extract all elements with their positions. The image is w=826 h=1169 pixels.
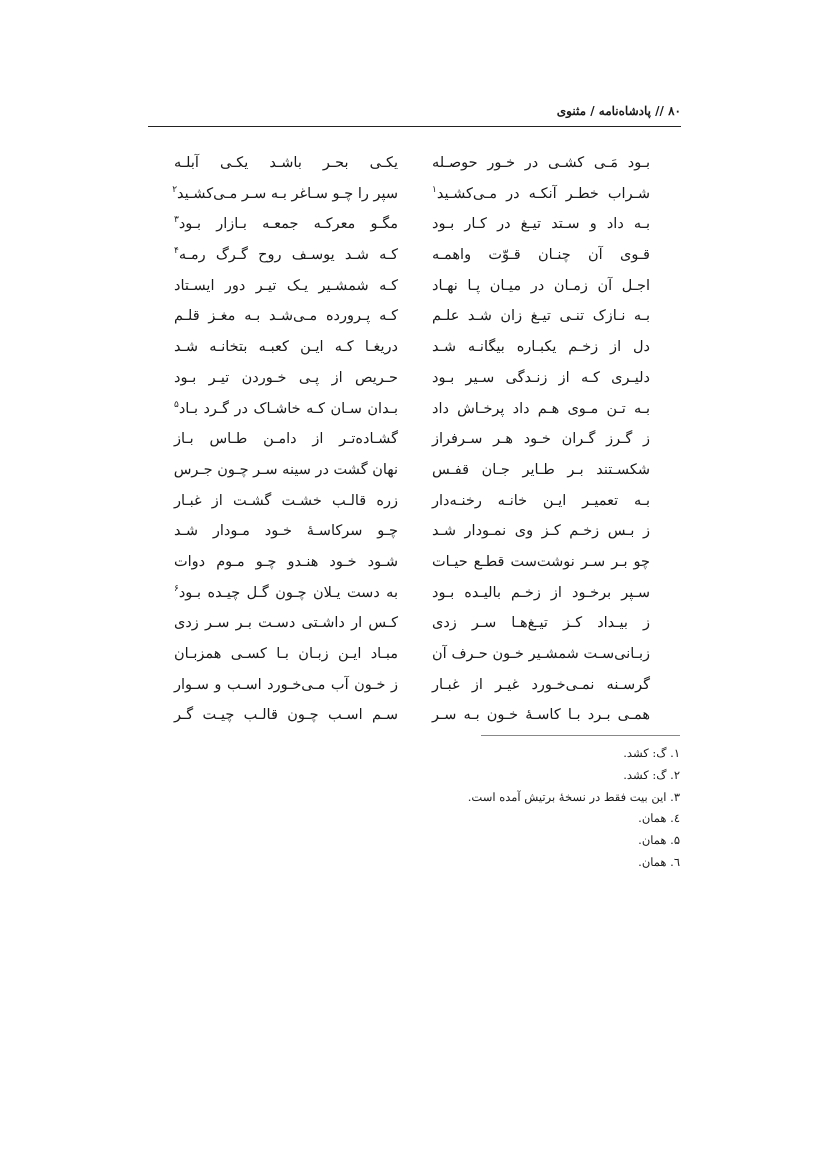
hemistich: چو بـر سـر نوشت‌ست قطـع حیـات	[432, 553, 650, 570]
hemistich: نهان گشت در سینه سـر چـون جـرس	[173, 461, 398, 478]
hemistich: گرسـنه نمـی‌خـورد غیـر از غبـار	[432, 676, 650, 693]
hemistich: بـود مَـی کشـی در خـور حوصـله	[432, 155, 650, 171]
hemistich: بـه داد و سـتد تیـغ در کـار بـود	[432, 216, 650, 233]
hemistich: ز بیـداد کـز تیـغ‌هـا سـر زدی	[432, 615, 650, 632]
hemistich: شکسـتند بـر طـایر جـان قفـس	[432, 461, 650, 478]
hemistich: دل از زخـم یکبـاره بیگانـه شـد	[432, 339, 650, 356]
hemistich: شـراب خطـر آنکـه در مـی‌کشـید$^۱$	[432, 184, 650, 202]
hemistich: کـه شـد یوسـف روح گـرگ رمـه$^۴$	[174, 246, 398, 264]
footnote-marker: ۶	[174, 583, 179, 594]
footnote-marker: ۲	[172, 184, 178, 195]
running-head: ۸۰ // پادشاه‌نامه / مثنوی	[556, 104, 681, 118]
hemistich: دریغـا کـه ایـن کعبـه بتخانـه شـد	[174, 339, 398, 356]
hemistich: ز بـس زخـم کـز وی نمـودار شـد	[432, 523, 650, 540]
hemistich: شـود خـود هنـدو چـو مـوم دوات	[174, 553, 398, 570]
hemistich: ز گـرز گـران خـود هـر سـرفراز	[432, 431, 650, 448]
hemistich: مگـو معرکـه جمعـه بـازار بـود$^۳$	[174, 215, 398, 233]
hemistich: زبـانی‌سـت شمشـیر خـون حـرف آن	[432, 646, 650, 662]
hemistich: حـریص از پـی خـوردن تیـر بـود	[174, 369, 398, 386]
page-header	[148, 100, 681, 127]
hemistich: به دست یـلان چـون گـل چیـده بـود$^۶$	[174, 583, 398, 601]
hemistich: کـه شمشـیر یـک تیـر دور ایسـتاد	[174, 277, 398, 294]
footnote: ۵. همان.	[638, 833, 680, 848]
footnote-divider	[481, 735, 680, 736]
poem-left-column	[174, 148, 398, 731]
hemistich: گشـاده‌تـر از دامـن طـاس بـاز	[174, 431, 398, 448]
hemistich: دلیـری کـه از زنـدگی سـیر بـود	[432, 369, 650, 386]
footnote-marker: ۳	[174, 215, 179, 226]
footnote-marker: ۵	[174, 399, 179, 410]
hemistich: کـه پـرورده مـی‌شـد بـه مغـز قلـم	[174, 308, 398, 325]
footnote: ۱. گ: کشد.	[623, 746, 680, 760]
hemistich: کـس ار داشـتی دسـت بـر سـر زدی	[174, 615, 398, 632]
footnote-marker: ۴	[174, 246, 179, 257]
hemistich: سـم اسـب چـون قالـب چیـت گـر	[174, 707, 398, 724]
footnote: ۲. گ: کشد.	[623, 767, 680, 782]
footnote-marker: ۱	[432, 184, 437, 195]
footnote: ٤. همان.	[638, 811, 680, 826]
hemistich: همـی بـرد بـا کاسـهٔ خـون بـه سـر	[432, 707, 650, 724]
hemistich: بـه تـن مـوی هـم داد پرخـاش داد	[432, 400, 650, 417]
hemistich: مبـاد ایـن زبـان بـا کسـی همزبـان	[174, 646, 398, 662]
hemistich: بـه تعمیـر ایـن خانـه رخنـه‌دار	[432, 492, 650, 509]
hemistich: بـدان سـان کـه خاشـاک در گـرد بـاد$^۵$	[174, 399, 398, 417]
footnotes	[468, 743, 680, 874]
poem-right-column	[432, 148, 650, 731]
footnote: ۳. این بیت فقط در نسخهٔ برتیش آمده است.	[467, 789, 680, 804]
hemistich: بـه نـازک تنـی تیـغ زان شـد علـم	[432, 308, 650, 325]
hemistich: زره قالـب خشـت گشـت از غبـار	[174, 492, 398, 509]
hemistich: اجـل آن زمـان در میـان پـا نهـاد	[432, 277, 650, 294]
hemistich: سـپر برخـود از زخـم بالیـده بـود	[432, 584, 650, 601]
footnote: ٦. همان.	[638, 854, 680, 869]
hemistich: ز خـون آب مـی‌خـورد اسـب و سـوار	[174, 676, 398, 693]
hemistich: سپر را چـو سـاغر بـه سـر مـی‌کشـید$^۲$	[172, 184, 398, 202]
hemistich: قـوی آن چنـان قـوّت واهمـه	[432, 247, 650, 264]
hemistich: چـو سرکاسـهٔ خـود مـودار شـد	[174, 523, 398, 540]
hemistich: یکـی بحـر باشـد یکـی آبلـه	[174, 155, 398, 171]
